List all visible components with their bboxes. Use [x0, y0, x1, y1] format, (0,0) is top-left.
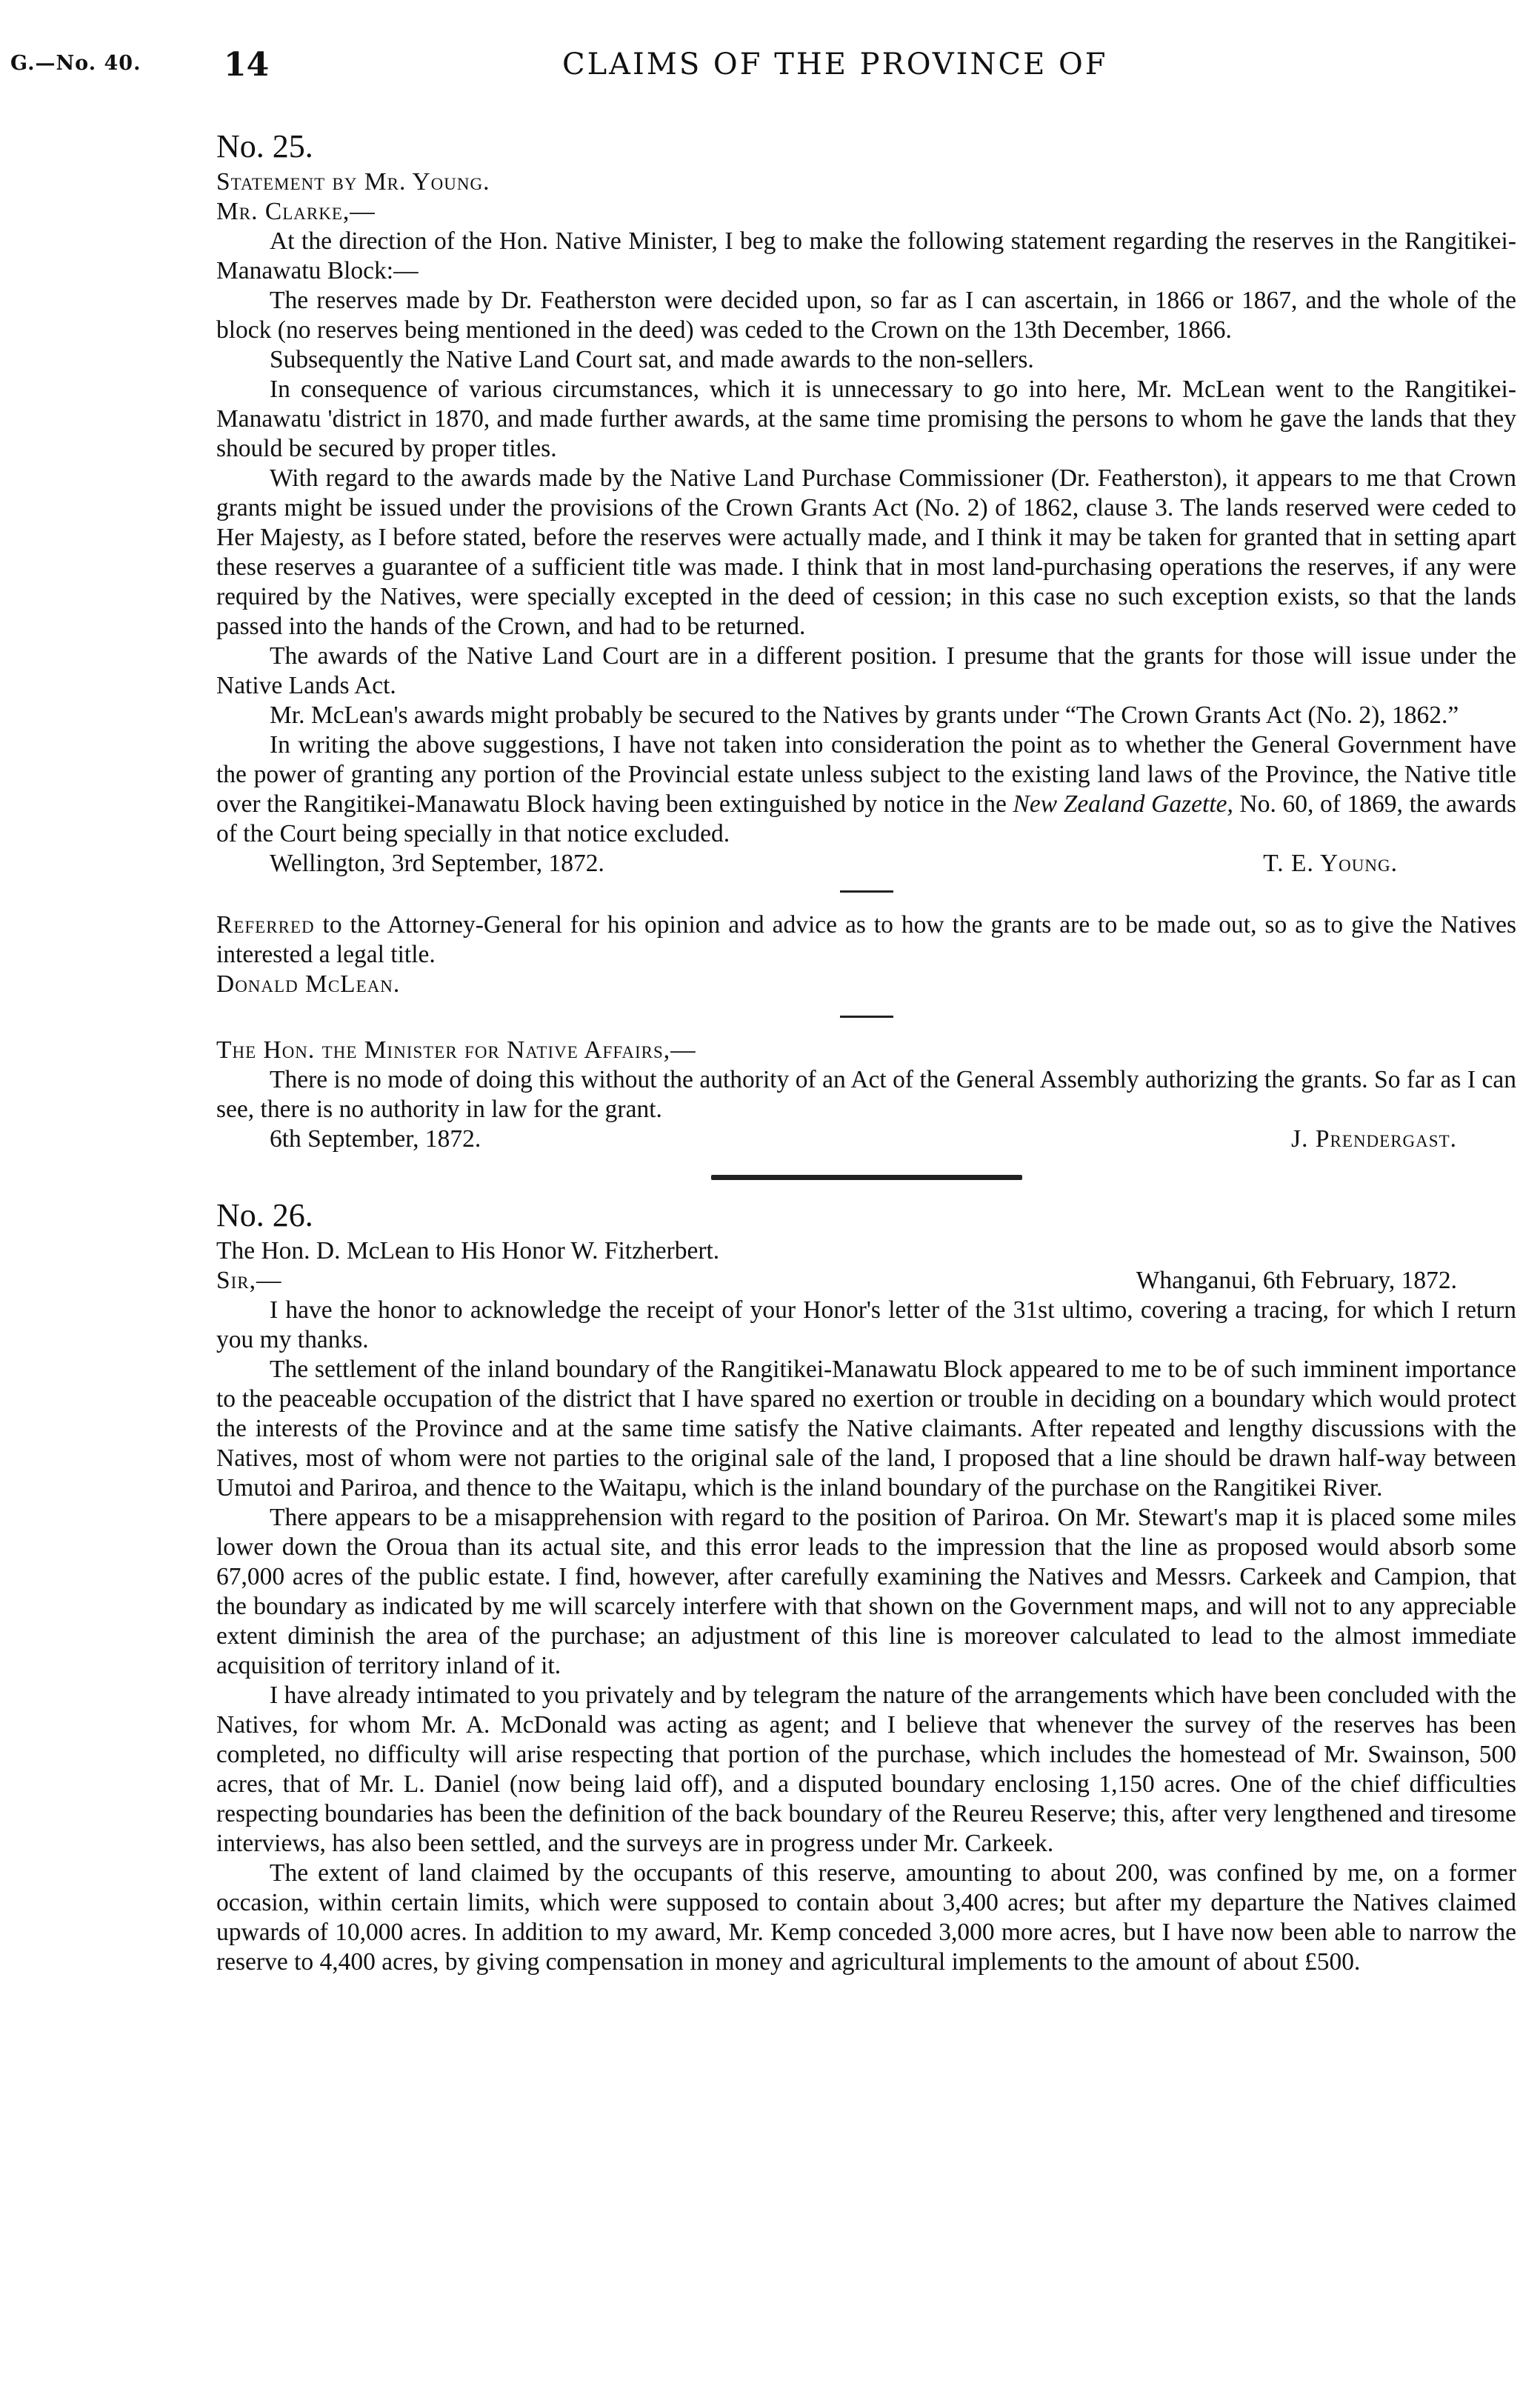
referral-paragraph	[216, 910, 1516, 970]
paragraph: The extent of land claimed by the occupants of this reserve, amounting to about 200, was confined by me, on a former occasion, within certain limits, which were supposed to contain about 3,400 acres; but after my departure the Natives claimed upwards of 10,000 acres. In addition to my award, Mr. Kemp conceded 3,000 more acres, but I have now been able to narrow the reserve to 4,400 acres, by giving compensation in money and agricultural implements to the amount of about £500.	[216, 1859, 1516, 1976]
document-number-25: No. 25.	[216, 128, 313, 164]
paragraph-text: to the Attorney-General for his opinion and advice as to how the grants are to be made out, so as to give the Natives interested a legal title.	[216, 911, 1516, 968]
page-header	[10, 46, 1510, 90]
paragraph: There is no mode of doing this without the authority of an Act of the General Assembly authorizing the grants. So far as I can see, there is no authority in law for the grant.	[216, 1066, 1516, 1123]
divider	[840, 890, 893, 893]
document-number-26: No. 26.	[216, 1197, 313, 1233]
signature: T. E. Young.	[1263, 850, 1398, 877]
paragraph: I have the honor to acknowledge the receipt of your Honor's letter of the 31st ultimo, covering a tracing, for which I return you my thanks.	[216, 1296, 1516, 1353]
paragraph: The awards of the Native Land Court are in a different position. I presume that the grants for those will issue under the Native Lands Act.	[216, 642, 1516, 699]
signature-line	[216, 1124, 1516, 1154]
paragraph-text: No. 60, of 1869, the awards of the Court being specially in that notice excluded.	[216, 790, 1517, 847]
minister-salutation: The Hon. the Minister for Native Affairs,—	[216, 1036, 696, 1064]
paragraph: Subsequently the Native Land Court sat, and made awards to the non-sellers.	[270, 346, 1034, 373]
signature: Donald McLean.	[216, 970, 401, 998]
document-26-subtitle: The Hon. D. McLean to His Honor W. Fitzherbert.	[216, 1237, 720, 1264]
paragraph: Mr. McLean's awards might probably be secured to the Natives by grants under “The Crown Grants Act (No. 2), 1862.”	[270, 702, 1459, 729]
paragraph: At the direction of the Hon. Native Minister, I beg to make the following statement regarding the reserves in the Rangitikei-Manawatu Block:—	[216, 227, 1516, 284]
paragraph: With regard to the awards made by the Native Land Purchase Commissioner (Dr. Featherston), it appears to me that Crown grants might be issued under the provisions of the Crown Grants Act (No. 2) of 1862, clause 3. The lands reserved were ceded to Her Majesty, as I before stated, before the reserves were actually made, and I think it may be taken for granted that in setting apart these reserves a guarantee of a sufficient title was made. I think that in most land-purchasing operations the reserves, if any were required by the Natives, were specially excepted in the deed of cession; in this case no such exception exists, so that the lands passed into the hands of the Crown, and had to be returned.	[216, 464, 1516, 640]
salutation-line	[216, 1266, 1516, 1296]
place-date: Whanganui, 6th February, 1872.	[1136, 1267, 1457, 1294]
divider	[840, 1016, 893, 1018]
page-number: 14	[224, 46, 270, 84]
document-25-salutation: Mr. Clarke,—	[216, 198, 376, 225]
place-date: Wellington, 3rd September, 1872.	[270, 850, 604, 877]
paragraph-text: In writing the above suggestions, I have not taken into consideration the point as to whether the General Government have the power of granting any portion of the Provincial estate unless subject to the existing land laws of the Province, the Native title over the Rangitikei-Manawatu Block having been extinguished by notice in the	[216, 731, 1516, 818]
paragraph: The reserves made by Dr. Featherston were decided upon, so far as I can ascertain, in 1866 or 1867, and the whole of the block (no reserves being mentioned in the deed) was ceded to the Crown on the 13th December, 1866.	[216, 287, 1516, 344]
signature-line	[216, 849, 1516, 879]
date: 6th September, 1872.	[270, 1125, 481, 1153]
paragraph: In consequence of various circumstances, which it is unnecessary to go into here, Mr. McLean went to the Rangitikei-Manawatu 'district in 1870, and made further awards, at the same time promising the persons to whom he gave the lands that they should be secured by proper titles.	[216, 376, 1516, 462]
gazette-title: New Zealand Gazette,	[1013, 790, 1233, 818]
paragraph: I have already intimated to you privately and by telegram the nature of the arrangements which have been concluded with the Natives, for whom Mr. A. McDonald was acting as agent; and I believe that whenever the survey of the reserves has been completed, no difficulty will arise respecting that portion of the purchase, which includes the homestead of Mr. Swainson, 500 acres, that of Mr. L. Daniel (now being laid off), and a disputed boundary enclosing 1,150 acres. One of the chief difficulties respecting boundaries has been the definition of the back boundary of the Reureu Reserve; this, after very lengthened and tiresome interviews, has also been settled, and the surveys are in progress under Mr. Carkeek.	[216, 1682, 1516, 1857]
paragraph: There appears to be a misapprehension with regard to the position of Pariroa. On Mr. Stewart's map it is placed some miles lower down the Oroua than its actual site, and this error leads to the impression that the line as proposed would absorb some 67,000 acres of the public estate. I find, however, after carefully examining the Natives and Messrs. Carkeek and Campion, that the boundary as indicated by me will scarcely interfere with that shown on the Government maps, and will not to any appreciable extent diminish the area of the purchase; an adjustment of this line is moreover calculated to lead to the almost immediate acquisition of territory inland of it.	[216, 1504, 1516, 1679]
parliamentary-paper-reference: G.—No. 40.	[10, 52, 141, 75]
running-title: CLAIMS OF THE PROVINCE OF	[562, 47, 1108, 81]
document-25-subtitle: Statement by Mr. Young.	[216, 168, 490, 196]
referral-lead: Referred	[216, 911, 315, 939]
section-divider	[711, 1175, 1022, 1180]
paragraph	[216, 730, 1516, 849]
page-body	[216, 126, 1516, 1977]
document-26-salutation: Sir,—	[216, 1267, 282, 1294]
signature: J. Prendergast.	[1291, 1125, 1457, 1153]
paragraph: The settlement of the inland boundary of the Rangitikei-Manawatu Block appeared to me to be of such imminent importance to the peaceable occupation of the district that I have spared no exertion or trouble in deciding on a boundary which would protect the interests of the Province and at the same time satisfy the Native claimants. After repeated and lengthy discussions with the Natives, most of whom were not parties to the original sale of the land, I proposed that a line should be drawn half-way between Umutoi and Pariroa, and thence to the Waitapu, which is the inland boundary of the purchase on the Rangitikei River.	[216, 1356, 1516, 1502]
